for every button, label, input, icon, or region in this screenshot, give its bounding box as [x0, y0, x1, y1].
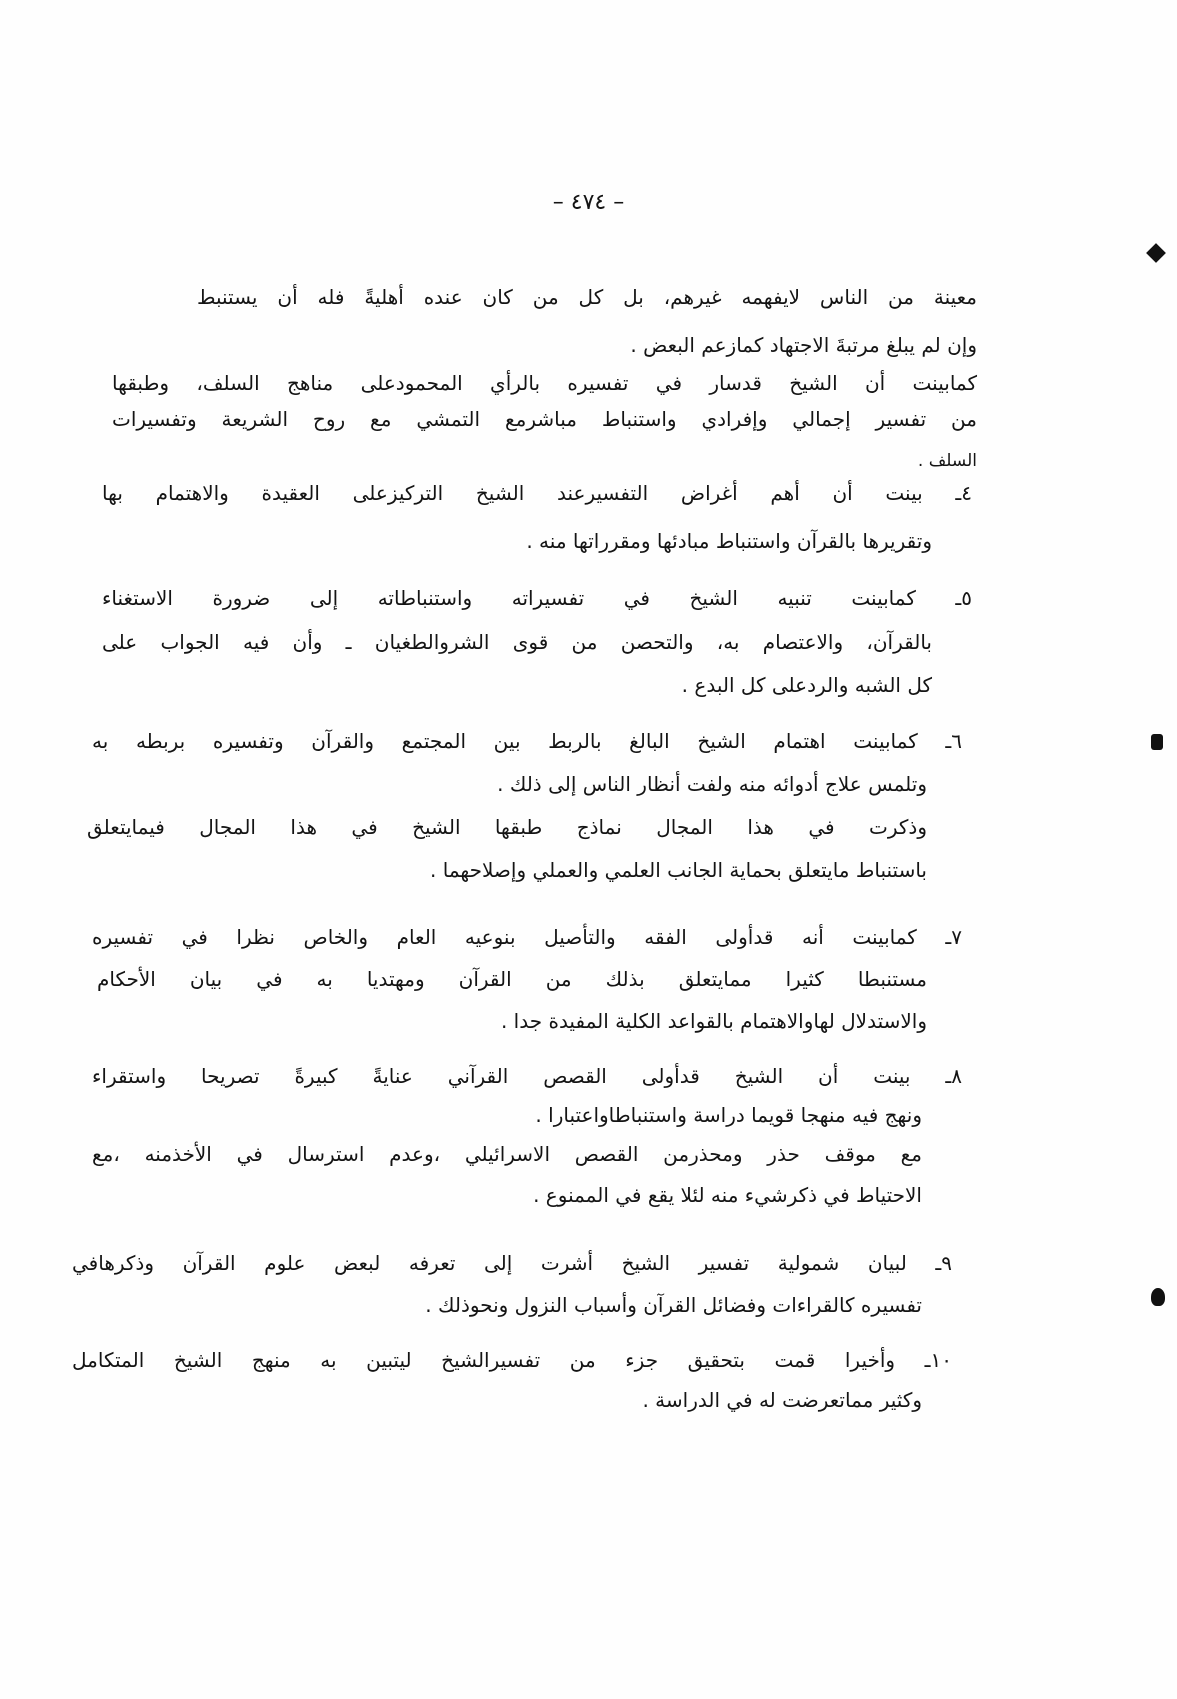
text-line: وإن لم يبلغ مرتبةَ الاجتهاد كمازعم البعض . — [630, 333, 977, 357]
text-line: ٤ـ بينت أن أهم أغراض التفسيرعند الشيخ التركيزعلى العقيدة والاهتمام بها — [102, 481, 972, 505]
text-line: معينة من الناس لايفهمه غيرهم، بل كل من كان عنده أهليةً فله أن يستنبط — [197, 285, 977, 309]
text-line: ونهج فيه منهجا قويما دراسة واستنباطاواعتبارا . — [535, 1103, 922, 1127]
text-line: ٦ـ كمابينت اهتمام الشيخ البالغ بالربط بين المجتمع والقرآن وتفسيره بربطه به — [92, 729, 962, 753]
text-line: كل الشبه والردعلى كل البدع . — [681, 673, 932, 697]
text-line: باستنباط مايتعلق بحماية الجانب العلمي والعملي وإصلاحهما . — [430, 858, 927, 882]
text-line: ٥ـ كمابينت تنبيه الشيخ في تفسيراته واستنباطاته إلى ضرورة الاستغناء — [102, 586, 972, 610]
text-line: والاستدلال لهاوالاهتمام بالقواعد الكلية المفيدة جدا . — [500, 1009, 927, 1033]
text-line: مستنبطا كثيرا ممايتعلق بذلك من القرآن ومهتديا به في بيان الأحكام — [97, 967, 927, 991]
text-line: وتلمس علاج أدوائه منه ولفت أنظار الناس إلى ذلك . — [497, 772, 927, 796]
text-line: ٩ـ لبيان شمولية تفسير الشيخ أشرت إلى تعرفه لبعض علوم القرآن وذكرهافي — [72, 1251, 952, 1275]
text-line: ١٠ـ وأخيرا قمت بتحقيق جزء من تفسيرالشيخ ليتبين به منهج الشيخ المتكامل — [72, 1348, 952, 1372]
text-line: ٧ـ كمابينت أنه قدأولى الفقه والتأصيل بنوعيه العام والخاص نظرا في تفسيره — [92, 925, 962, 949]
page-number: – ٤٧٤ – — [552, 190, 625, 215]
margin-mark-top — [1146, 243, 1166, 263]
text-line: بالقرآن، والاعتصام به، والتحصن من قوى الشروالطغيان ـ وأن فيه الجواب على — [102, 630, 932, 654]
text-line: وذكرت في هذا المجال نماذج طبقها الشيخ في هذا المجال فيمايتعلق — [87, 815, 927, 839]
text-line: الاحتياط في ذكرشيء منه لئلا يقع في الممنوع . — [533, 1183, 922, 1207]
text-line: كمابينت أن الشيخ قدسار في تفسيره بالرأي المحمودعلى مناهج السلف، وطبقها — [112, 371, 977, 395]
text-line: ٨ـ بينت أن الشيخ قدأولى القصص القرآني عنايةً كبيرةً تصريحا واستقراء — [92, 1064, 962, 1088]
text-line: السلف . — [917, 451, 977, 471]
text-line: وتقريرها بالقرآن واستنباط مبادئها ومقرراتها منه . — [526, 529, 932, 553]
text-line: مع موقف حذر ومحذرمن القصص الاسرائيلي ،وعدم استرسال في الأخذمنه ،مع — [92, 1142, 922, 1166]
text-line: تفسيره كالقراءات وفضائل القرآن وأسباب النزول ونحوذلك . — [425, 1293, 922, 1317]
text-line: من تفسير إجمالي وإفرادي واستنباط مباشرمع التمشي مع روح الشريعة وتفسيرات — [112, 407, 977, 431]
margin-mark-bottom — [1151, 1288, 1165, 1306]
margin-mark-middle — [1151, 734, 1163, 750]
text-line: وكثير مماتعرضت له في الدراسة . — [642, 1388, 922, 1412]
